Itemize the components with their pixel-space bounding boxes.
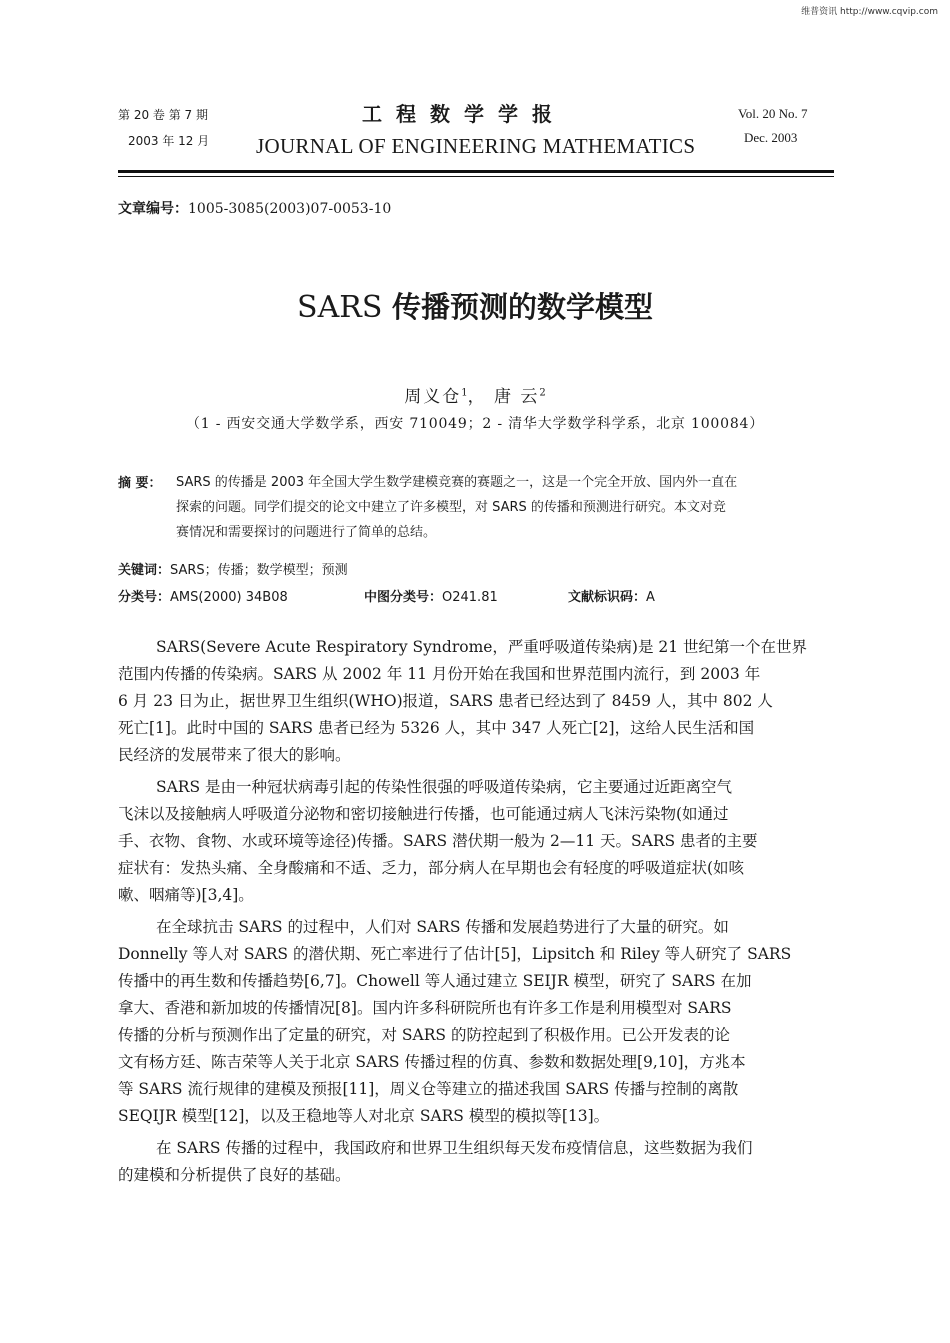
body-text xyxy=(118,634,838,1194)
text-line: 6 月 23 日为止，据世界卫生组织(WHO)报道，SARS 患者已经达到了 8459 人，其中 802 人 xyxy=(118,692,773,710)
abstract-line: 赛情况和需要探讨的问题进行了简单的总结。 xyxy=(176,525,437,540)
author-1-sup: 1 xyxy=(461,387,468,399)
text-line: 在全球抗击 SARS 的过程中，人们对 SARS 传播和发展趋势进行了大量的研究。如 xyxy=(156,918,729,936)
article-number-label: 文章编号： xyxy=(118,201,188,217)
doc-label: 文献标识码： xyxy=(568,590,647,605)
journal-title-en: JOURNAL OF ENGINEERING MATHEMATICS xyxy=(256,134,696,158)
text-line: 传播的分析与预测作出了定量的研究，对 SARS 的防控起到了积极作用。已公开发表的论 xyxy=(118,1026,730,1044)
keywords-label: 关键词： xyxy=(118,563,171,578)
text-line: 飞沫以及接触病人呼吸道分泌物和密切接触进行传播，也可能通过病人飞沫污染物(如通过 xyxy=(118,805,729,823)
text-line: SARS(Severe Acute Respiratory Syndrome，严重呼吸道传染病)是 21 世纪第一个在世界 xyxy=(156,638,808,656)
clc-value: O241.81 xyxy=(442,590,498,605)
watermark: 维普资讯 http://www.cqvip.com xyxy=(801,7,938,17)
text-line: 嗽、咽痛等)[3,4]。 xyxy=(118,886,254,904)
text-line: 拿大、香港和新加坡的传播情况[8]。国内许多科研院所也有许多工作是利用模型对 SARS xyxy=(118,999,732,1017)
keywords-value: SARS；传播；数学模型；预测 xyxy=(170,563,348,578)
article-number-value: 1005-3085(2003)07-0053-10 xyxy=(188,201,392,217)
authors xyxy=(0,382,950,407)
text-line: 文有杨方廷、陈吉荣等人关于北京 SARS 传播过程的仿真、参数和数据处理[9,10]，方兆本 xyxy=(118,1053,746,1071)
volume-issue-cn: 第 20 卷 第 7 期 xyxy=(118,108,208,122)
text-line: SEQIJR 模型[12]，以及王稳地等人对北京 SARS 模型的模拟等[13]。 xyxy=(118,1107,610,1125)
text-line: 症状有：发热头痛、全身酸痛和不适、乏力，部分病人在早期也会有轻度的呼吸道症状(如咳 xyxy=(118,859,745,877)
journal-title-cn: 工程数学学报 xyxy=(362,102,566,126)
abstract-body xyxy=(176,470,836,545)
text-line: 等 SARS 流行规律的建模及预报[11]，周义仓等建立的描述我国 SARS 传播与控制的离散 xyxy=(118,1080,739,1098)
title-latin: SARS xyxy=(297,290,392,325)
text-line: 手、衣物、食物、水或环境等途径)传播。SARS 潜伏期一般为 2—11 天。SARS 患者的主要 xyxy=(118,832,758,850)
paragraph-2 xyxy=(118,774,838,909)
abstract-label: 摘 要： xyxy=(118,476,162,491)
header-rule-thin xyxy=(118,176,834,177)
ams-value: AMS(2000) 34B08 xyxy=(170,590,288,605)
text-line: 的建模和分析提供了良好的基础。 xyxy=(118,1166,351,1184)
text-line: SARS 是由一种冠状病毒引起的传染性很强的呼吸道传染病，它主要通过近距离空气 xyxy=(156,778,733,796)
author-2-sup: 2 xyxy=(539,387,546,399)
text-line: 传播中的再生数和传播趋势[6,7]。Chowell 等人通过建立 SEIJR 模型，研究了 SARS 在加 xyxy=(118,972,752,990)
header-rule-thick xyxy=(118,170,834,173)
text-line: 范围内传播的传染病。SARS 从 2002 年 11 月份开始在我国和世界范围内流行，到 2003 年 xyxy=(118,665,761,683)
date-cn: 2003 年 12 月 xyxy=(128,134,210,148)
document-code xyxy=(568,586,655,605)
ams-label: 分类号： xyxy=(118,590,171,605)
paragraph-3 xyxy=(118,914,838,1130)
abstract-line: 探索的问题。同学们提交的论文中建立了许多模型，对 SARS 的传播和预测进行研究。本文对竞 xyxy=(176,500,726,515)
text-line: 在 SARS 传播的过程中，我国政府和世界卫生组织每天发布疫情信息，这些数据为我们 xyxy=(156,1139,753,1157)
ams-classification xyxy=(118,586,288,605)
abstract-line: SARS 的传播是 2003 年全国大学生数学建模竞赛的赛题之一，这是一个完全开放、国内外一直在 xyxy=(176,475,738,490)
paragraph-1 xyxy=(118,634,838,769)
keywords xyxy=(118,559,348,578)
doc-value: A xyxy=(646,590,655,605)
date-en: Dec. 2003 xyxy=(744,130,798,145)
author-2: 唐 云 xyxy=(494,387,540,407)
text-line: 民经济的发展带来了很大的影响。 xyxy=(118,746,351,764)
volume-issue-en: Vol. 20 No. 7 xyxy=(738,106,808,121)
affiliations: （1 - 西安交通大学数学系，西安 710049；2 - 清华大学数学科学系，北京 100084） xyxy=(185,416,765,432)
clc-classification xyxy=(364,586,498,605)
article-number xyxy=(118,198,391,218)
classification-row xyxy=(118,586,834,606)
paragraph-4 xyxy=(118,1135,838,1189)
text-line: Donnelly 等人对 SARS 的潜伏期、死亡率进行了估计[5]，Lipsitch 和 Riley 等人研究了 SARS xyxy=(118,945,792,963)
title-cn: 传播预测的数学模型 xyxy=(391,290,653,324)
text-line: 死亡[1]。此时中国的 SARS 患者已经为 5326 人，其中 347 人死亡[2]，这给人民生活和国 xyxy=(118,719,755,737)
author-1: 周义仓 xyxy=(404,387,462,407)
author-separator: ， xyxy=(467,387,494,407)
clc-label: 中图分类号： xyxy=(364,590,443,605)
paper-title xyxy=(0,285,950,326)
